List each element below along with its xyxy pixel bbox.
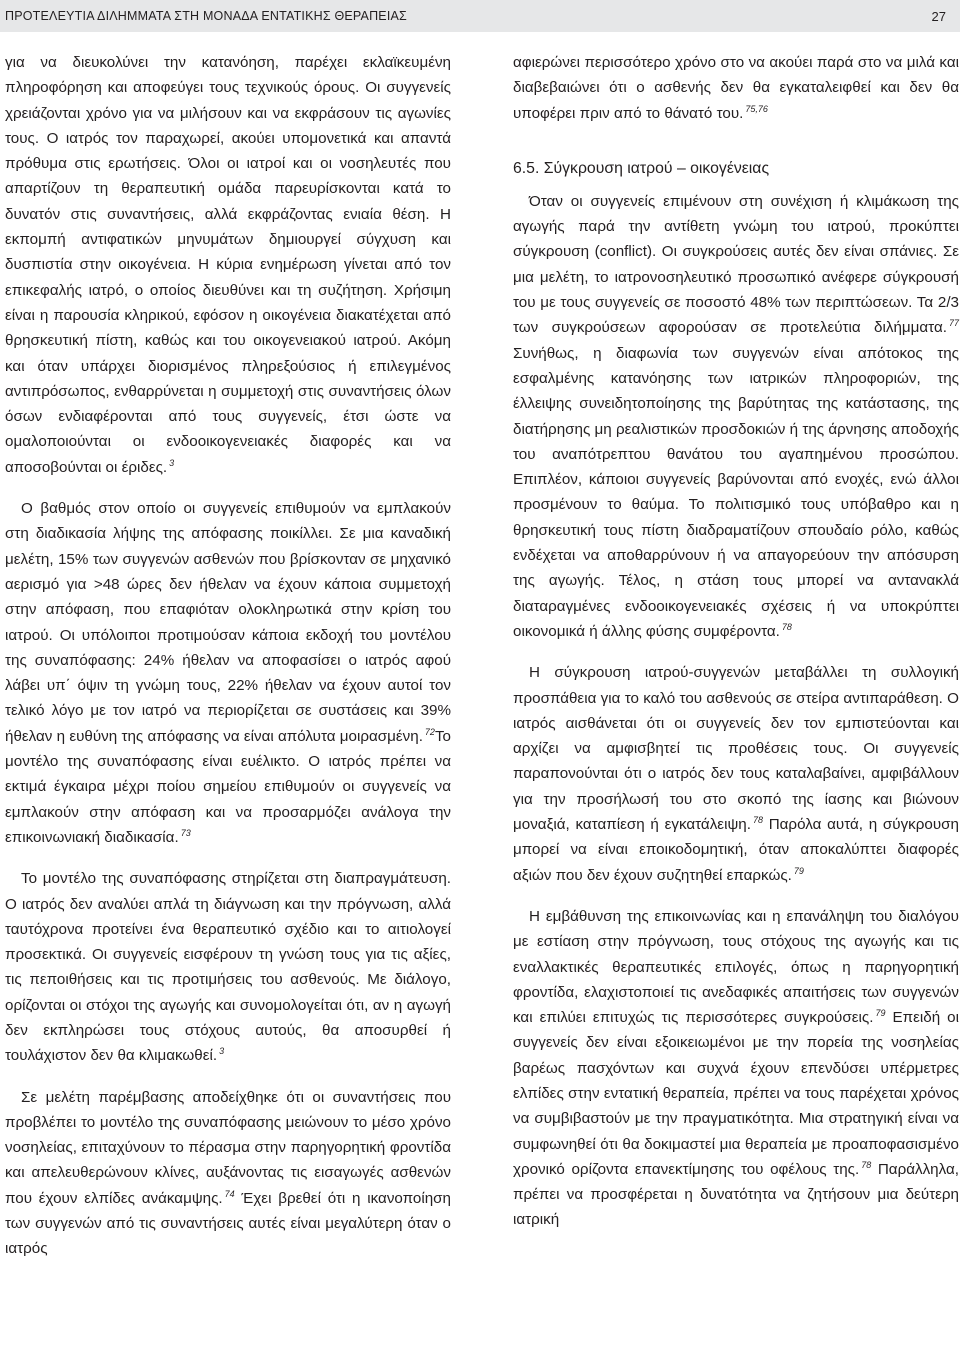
paragraph-text: Έχει βρεθεί ότι η ικανοποίηση των συγγενών από τις συναντήσεις αυτές είναι μεγαλύτερη όταν ο ιατρός <box>5 1189 451 1258</box>
paragraph-gap <box>5 850 451 866</box>
paragraph <box>5 866 451 1068</box>
paragraph-text: Παρόλα αυτά, η σύγκρουση μπορεί να είναι εποικοδομητική, όταν αποκαλύπτει διαφορές αξιών που δεν έχουν συζητηθεί επαρκώς. <box>513 816 959 884</box>
paragraph-gap <box>513 181 959 189</box>
text-columns <box>0 50 960 1262</box>
citation-ref: 72 <box>424 726 435 737</box>
paragraph-text: Το μοντέλο της συναπόφασης είναι ευέλικτο. Ο ιατρός πρέπει να εκτιμά έγκαιρα μέχρι ποίου σημείου επιθυμούν οι συγγενείς να εμπλακούν στην απόφαση και να προσαρμόζει ανάλογα την επικοινωνιακή διαδικασία. <box>5 727 451 846</box>
paragraph-text: Συνήθως, η διαφωνία των συγγενών είναι απότοκος της εσφαλμένης κατανόησης των ιατρικών πληροφοριών, της έλλειψης συνειδητοποίησης της βαρύτητας της κατάστασης, της διατήρησης μη ρεαλιστικών προσδοκιών ή της άρνησης αποδοχής του αναπότρεπτου θανάτου του αγαπημένου προσώπου. Επιπλέον, κάποιοι συγγενείς βαρύνονται από ενοχές, ενώ άλλοι προσμένουν το θαύμα. Το πολιτισμικό τους υπόβαθρο και η θρησκευτική τους πίστη διαδραματίζουν σπουδαίο ρόλο, καθώς ενδέχεται να αποθαρρύνουν ή να απαγορεύουν την απόσυρση της αγωγής. Τέλος, η στάση τους μπορεί να αντανακλά διαταραγμένες ενδοοικογενειακές σχέσεις ή να υποκρύπτει οικονομικά ή άλλης φύσης συμφέροντα. <box>513 344 959 640</box>
paragraph-gap <box>513 126 959 156</box>
right-column <box>513 50 959 1262</box>
paragraph-text: Η σύγκρουση ιατρού-συγγενών μεταβάλλει τη συλλογική προσπάθεια για το καλό του ασθενούς σε στείρα αντιπαράθεση. Ο ιατρός αισθάνεται ότι οι συγγενείς δεν τον εμπιστεύονται και αρχίζει να αμφισβητεί τις προθέσεις τους. Οι συγγενείς παραπονούνται ότι ο ιατρός δεν τους καταλαβαίνει, αμφιβάλλουν για την προσήλωσή του στο σκοπό της ίασης και βιώνουν μοναξιά, καταπίεση ή εγκατάλειψη. <box>513 664 959 834</box>
header-title: ΠΡΟΤΕΛΕΥΤΙΑ ΔΙΛΗΜΜΑΤΑ ΣΤΗ ΜΟΝΑΔΑ ΕΝΤΑΤΙΚΗΣ ΘΕΡΑΠΕΙΑΣ <box>5 9 407 23</box>
section-heading: 6.5. Σύγκρουση ιατρού – οικογένειας <box>513 159 770 177</box>
citation-ref: 77 <box>948 318 959 329</box>
paragraph <box>513 50 959 126</box>
paragraph <box>5 1085 451 1262</box>
paragraph-text: Ο βαθμός στον οποίο οι συγγενείς επιθυμούν να εμπλακούν στη διαδικασία λήψης της απόφασης ποικίλλει. Σε μια καναδική μελέτη, 15% των συγγενών ασθενών που βρίσκονταν σε μηχανικό αερισμό για >48 ώρες δεν ήθελαν να έχουν κάποια συμμετοχή στην απόφαση, που επαφιόταν ολοκληρωτικά στην κρίση του ιατρού. Οι υπόλοιποι προτιμούσαν κάποια εκδοχή του μοντέλου της συναπόφασης: 24% ήθελαν να αποφασίσει ο ιατρός αφού λάβει υπ΄ όψιν τη γνώμη τους, 22% ήθελαν να έχουν αυτοί τον τελικό λόγο με τον ιατρό να περιορίζεται σε συστάσεις και 39% ήθελαν η ευθύνη της απόφασης να είναι απόλυτα μοιρασμένη. <box>5 500 451 745</box>
paragraph-text: Το μοντέλο της συναπόφασης στηρίζεται στη διαπραγμάτευση. Ο ιατρός δεν αναλύει απλά τη διάγνωση και την πρόγνωση, αλλά ταυτόχρονα προτείνει ένα θεραπευτικό σχέδιο και το αιτιολογεί προσεκτικά. Οι συγγενείς εισφέρουν τη γνώση τους για τις αξίες, τις πεποιθήσεις και τις προτιμήσεις του ασθενούς. Με διάλογο, ορίζονται οι στόχοι της αγωγής και συνομολογείται ότι, αν η αγωγή δεν εκπληρώσει τους στόχους αυτούς, θα αποσυρθεί ή τουλάχιστον δεν θα κλιμακωθεί. <box>5 870 451 1065</box>
paragraph-text: Σε μελέτη παρέμβασης αποδείχθηκε ότι οι συναντήσεις που προβλέπει το μοντέλο της συναπόφασης μειώνουν το μέσο χρόνο νοσηλείας, επιταχύνουν το πέρασμα στην παρηγορητική φροντίδα και απελευθερώνουν κλίνες, αυξάνοντας τις εισαγωγές ασθενών που έχουν ελπίδες ανάκαμψης. <box>5 1088 451 1207</box>
paragraph-gap <box>513 644 959 660</box>
paragraph-gap <box>5 480 451 496</box>
citation-ref: 74 <box>224 1188 235 1199</box>
page-number: 27 <box>931 8 946 24</box>
citation-ref: 78 <box>781 621 792 632</box>
citation-ref: 78 <box>861 1159 872 1170</box>
citation-ref: 79 <box>875 1008 886 1019</box>
citation-ref: 78 <box>752 815 763 826</box>
paragraph-text: Όταν οι συγγενείς επιμένουν στη συνέχιση ή κλιμάκωση της αγωγής παρά την αντίθετη γνώμη του ιατρού, προκύπτει σύγκρουση (conflict). Οι συγκρούσεις αυτές δεν είναι σπάνιες. Σε μια μελέτη, το ιατρονοσηλευτικό προσωπικό ανέφερε σύγκρουσή του με τους συγγενείς σε ποσοστό 48% των περιπτώσεων. Τα 2/3 των συγκρούσεων αφορούσαν σε προτελεύτια διλήμματα. <box>513 192 959 337</box>
paragraph <box>5 496 451 850</box>
paragraph-text: Η εμβάθυνση της επικοινωνίας και η επανάληψη του διαλόγου με εστίαση στην πρόγνωση, τους στόχους της αγωγής και τις εναλλακτικές θεραπευτικές επιλογές, όπως η παρηγορητική φροντίδα, ελαχιστοποιεί τις ανεδαφικές απαιτήσεις των συγγενών και επιλύει επιτυχώς τις περισσότερες συγκρούσεις. <box>513 907 959 1027</box>
citation-ref: 3 <box>219 1046 225 1057</box>
paragraph-text: για να διευκολύνει την κατανόηση, παρέχει εκλαϊκευμένη πληροφόρηση και αποφεύγει τους τεχνικούς όρους. Οι συγγενείς χρειάζονται χρόνο για να μιλήσουν και να εκφράσουν τις αγωνίες τους. Ο ιατρός τον παραχωρεί, ακούει υπομονετικά και απαντά πρόθυμα στις ερωτήσεις. Όλοι οι ιατροί και οι νοσηλευτές που απαρτίζουν τη θεραπευτική ομάδα παρευρίσκονται κατά το δυνατόν στις συναντήσεις, αλλά εκφράζοντας ενιαία θέση. Η εκπομπή αντιφατικών μηνυμάτων δημιουργεί σύγχυση και δυσπιστία στην οικογένεια. Η κύρια ενημέρωση γίνεται από τον επικεφαλής ιατρό, ο οποίος διευθύνει και τη συζήτηση. Χρήσιμη είναι η παρουσία κληρικού, εφόσον η οικογένεια διακατέχεται από θρησκευτική πίστη, καθώς και του οικογενειακού ιατρού. Ακόμη και όταν υπάρχει διορισμένος πληρεξούσιος ή επιλεγμένος αντιπρόσωπος, ενθαρρύνεται η συμμετοχή στις συναντήσεις όλων όσων ενδιαφέρονται από τους συγγενείς, έτσι ώστε να ομαλοποιούνται οι ενδοοικογενειακές διαφορές και να αποσοβούνται οι έριδες. <box>5 54 451 476</box>
paragraph <box>513 660 959 888</box>
paragraph-text: Παράλληλα, πρέπει να προσφέρεται η δυνατότητα να ζητήσουν μια δεύτερη ιατρική <box>513 1160 959 1229</box>
citation-ref: 3 <box>169 457 175 468</box>
paragraph-text: Επειδή οι συγγενείς δεν είναι εξοικειωμένοι με την πορεία της νοσηλείας βαρέως πασχόντων και συχνά έχουν επενδύσει υπέρμετρες ελπίδες στην εντατική θεραπεία, πρέπει να τους παρέχεται χρόνος να συμβιβαστούν με την πραγματικότητα. Μια στρατηγική είναι να συμφωνηθεί ότι θα δοκιμαστεί μια θεραπεία με προαποφασισμένο χρονικό ορίζοντα επανεκτίμησης του οφέλους της. <box>513 1009 959 1178</box>
paragraph-text: αφιερώνει περισσότερο χρόνο στο να ακούει παρά στο να μιλά και διαβεβαιώνει ότι ο ασθενής δεν θα εγκαταλειφθεί και δεν θα υποφέρει πριν από το θάνατό του. <box>513 54 959 122</box>
running-header <box>0 0 960 32</box>
left-column <box>5 50 451 1262</box>
paragraph-gap <box>5 1069 451 1085</box>
paragraph <box>513 904 959 1233</box>
citation-ref: 75,76 <box>745 103 768 114</box>
paragraph <box>5 50 451 480</box>
citation-ref: 79 <box>793 865 804 876</box>
paragraph <box>513 189 959 644</box>
citation-ref: 73 <box>180 827 191 838</box>
paragraph-gap <box>513 888 959 904</box>
